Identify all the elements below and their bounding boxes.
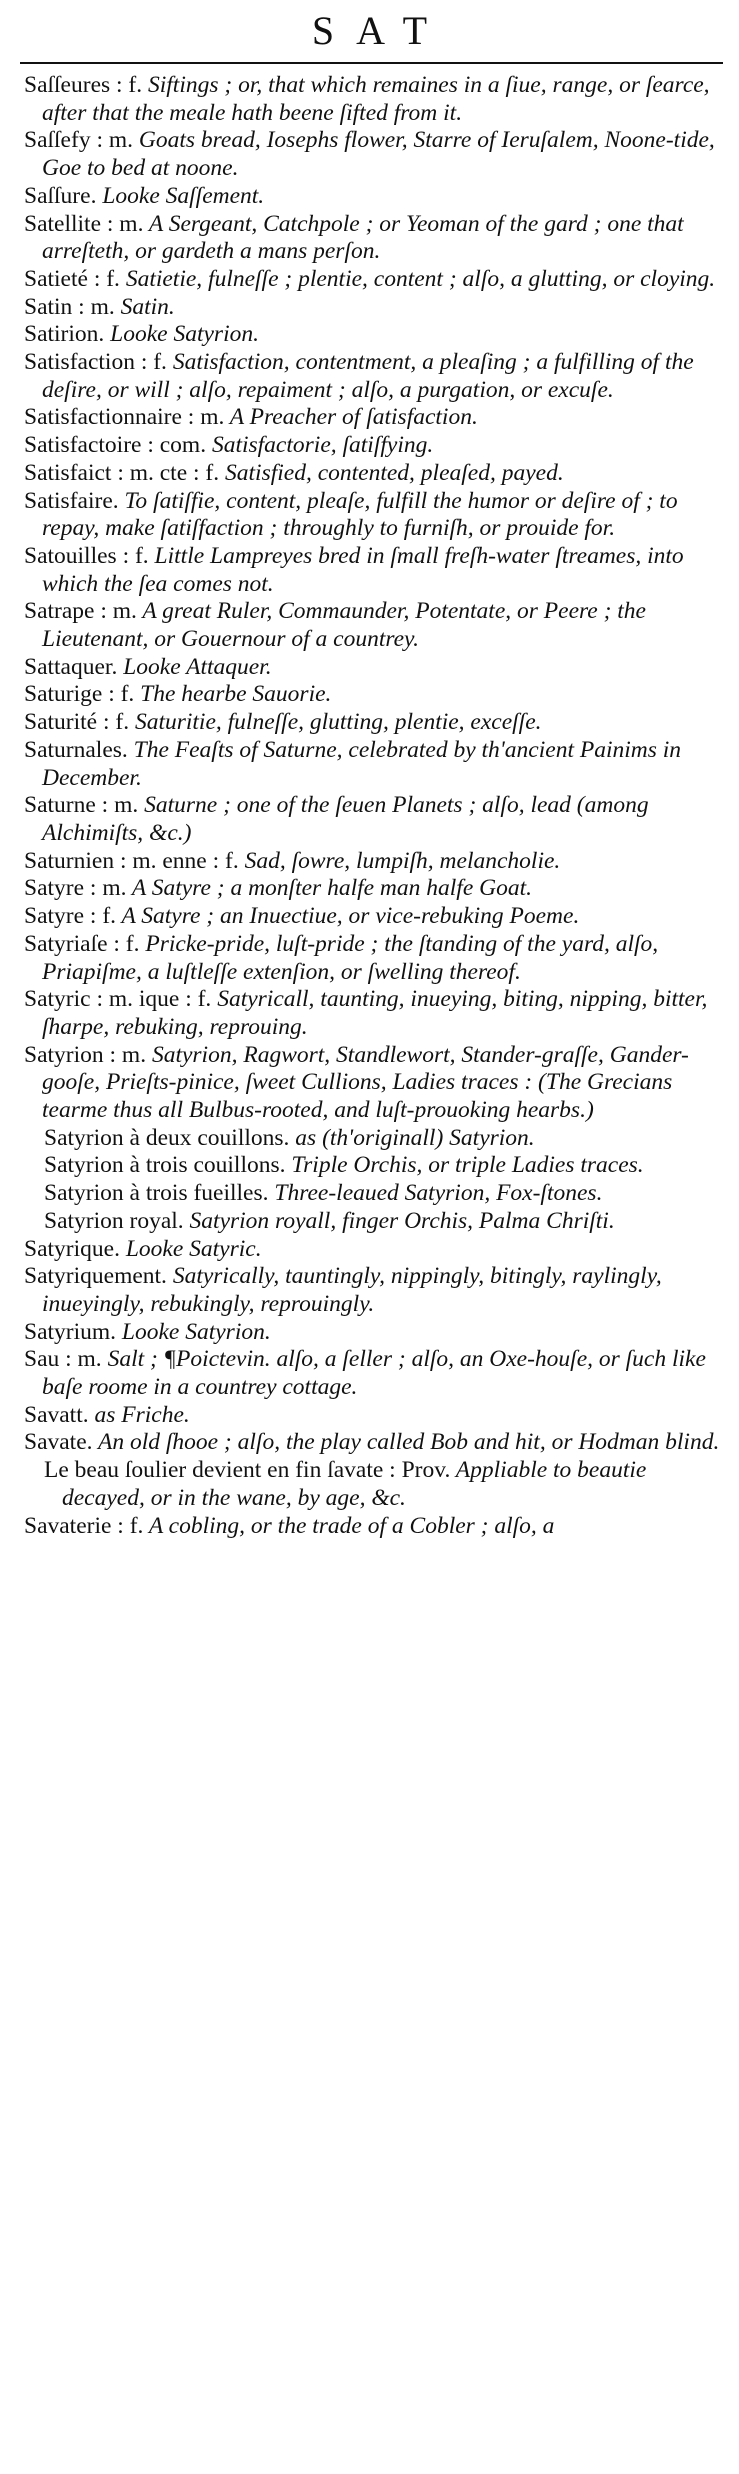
- entry-definition: Triple Orchis, or triple Ladies traces.: [285, 1152, 644, 1179]
- dictionary-entry: [24, 321, 723, 349]
- entry-definition: Siftings ; or, that which remaines in a ſiue, range, or ſearce, after that the meale hath beene ſifted from it.: [42, 72, 710, 126]
- entry-definition: Satyrion royall, finger Orchis, Palma Chriſti.: [183, 1207, 615, 1234]
- entry-headword: Saturne : m.: [24, 792, 139, 819]
- header-rule: [20, 62, 723, 64]
- entry-headword: Satyrion à deux couillons.: [44, 1124, 290, 1151]
- entry-definition: as (th'originall) Satyrion.: [289, 1124, 535, 1151]
- entry-definition: Satisfied, contented, pleaſed, payed.: [219, 459, 564, 486]
- entry-headword: Satisfaction : f.: [24, 349, 167, 376]
- entry-definition: Satyrion, Ragwort, Standlewort, Stander-graſſe, Gander-gooſe, Prieſts-pinice, ſweet Cullions, Ladies traces : (The Grecians tearme thus all Bulbus-rooted, and luſt-prouoking hearbs.): [42, 1041, 689, 1124]
- entry-headword: Satyriaſe : f.: [24, 930, 140, 957]
- entry-headword: Satyrion à trois fueilles.: [44, 1180, 269, 1207]
- entry-headword: Saſſefy : m.: [24, 127, 133, 154]
- entry-headword: Satyrique.: [24, 1235, 120, 1262]
- entry-headword: Satyrium.: [24, 1318, 117, 1345]
- entry-definition: Goats bread, Iosephs flower, Starre of Ieruſalem, Noone-tide, Goe to bed at noone.: [42, 127, 715, 182]
- entry-headword: Saturité : f.: [24, 709, 130, 736]
- entry-definition: Little Lampreyes bred in ſmall freſh-water ſtreames, into which the ſea comes not.: [42, 542, 684, 597]
- entry-definition: Saturne ; one of the ſeuen Planets ; alſo, lead (among Alchimiſts, &c.): [42, 792, 649, 846]
- entry-headword: Savaterie : f.: [24, 1512, 144, 1539]
- entry-headword: Satouilles : f.: [24, 542, 149, 569]
- entry-definition: A Sergeant, Catchpole ; or Yeoman of the gard ; one that arreſteth, or gardeth a mans perſon.: [42, 210, 684, 265]
- entry-definition: A Satyre ; a monſter halfe man halfe Goat.: [126, 875, 533, 902]
- dictionary-entry: [24, 294, 723, 322]
- dictionary-entry: [24, 460, 723, 488]
- entry-definition: The hearbe Sauorie.: [134, 681, 332, 708]
- entry-definition: Looke Satyrion.: [116, 1318, 271, 1345]
- dictionary-entry: [24, 1042, 723, 1125]
- page-header: SAT: [311, 8, 450, 53]
- entry-definition: The Feaſts of Saturne, celebrated by th'ancient Painims in December.: [42, 736, 682, 791]
- entry-headword: Sattaquer.: [24, 653, 118, 680]
- entry-headword: Saturnales.: [24, 736, 128, 763]
- entry-definition: Satisfaction, contentment, a pleaſing ; a fulfilling of the deſire, or will ; alſo, repaiment ; alſo, a purgation, or excuſe.: [42, 349, 694, 403]
- entry-headword: Saſſure.: [24, 182, 97, 209]
- entry-headword: Satyre : m.: [24, 875, 127, 902]
- entry-definition: Appliable to beautie decayed, or in the wane, by age, &c.: [62, 1457, 647, 1511]
- entry-headword: Satisfaire.: [24, 487, 119, 514]
- entry-definition: To ſatiſfie, content, pleaſe, fulfill the humor or deſire of ; to repay, make ſatiſfaction ; throughly to furniſh, or prouide for.: [42, 487, 678, 542]
- dictionary-entry: [24, 1152, 723, 1180]
- dictionary-entry: [24, 183, 723, 211]
- entry-headword: Satyre : f.: [24, 903, 117, 930]
- dictionary-entry: [24, 1429, 723, 1457]
- dictionary-entry: [24, 986, 723, 1041]
- entry-headword: Satyrion : m.: [24, 1041, 147, 1068]
- entry-headword: Savate.: [24, 1429, 93, 1456]
- entry-headword: Saſſeures : f.: [24, 72, 143, 98]
- entry-definition: Satietie, fulneſſe ; plentie, content ; alſo, a glutting, or cloying.: [119, 265, 716, 292]
- entry-headword: Le beau ſoulier devient en fin ſavate : Prov.: [44, 1457, 451, 1484]
- dictionary-entry: [24, 488, 723, 543]
- dictionary-entry: [24, 349, 723, 404]
- entry-definition: Satyricall, taunting, inueying, biting, nipping, bitter, ſharpe, rebuking, reprouing.: [42, 986, 708, 1040]
- dictionary-entry: [24, 1180, 723, 1208]
- dictionary-entry: [24, 432, 723, 460]
- entry-headword: Saturige : f.: [24, 681, 135, 708]
- dictionary-entry: [24, 681, 723, 709]
- dictionary-entry: [24, 1402, 723, 1430]
- entry-headword: Satirion.: [24, 321, 105, 348]
- dictionary-entry: [24, 792, 723, 847]
- dictionary-entry: [24, 72, 723, 127]
- entry-headword: Satellite : m.: [24, 210, 144, 237]
- dictionary-entry: [24, 1457, 723, 1512]
- entry-headword: Satyriquement.: [24, 1263, 167, 1290]
- dictionary-entry: [24, 1513, 723, 1541]
- entry-definition: Satyrically, tauntingly, nippingly, bitingly, raylingly, inueyingly, rebukingly, reprouingly.: [42, 1263, 662, 1317]
- dictionary-entry: [24, 709, 723, 737]
- entry-headword: Sau : m.: [24, 1346, 102, 1373]
- entry-headword: Satisfaict : m. cte : f.: [24, 459, 220, 486]
- dictionary-entry: [24, 1263, 723, 1318]
- entry-definition: Satin.: [114, 293, 175, 320]
- entry-definition: Looke Satyrion.: [104, 321, 259, 348]
- entry-definition: Saturitie, fulneſſe, glutting, plentie, exceſſe.: [129, 709, 542, 736]
- entry-definition: Three-leaued Satyrion, Fox-ſtones.: [268, 1180, 603, 1207]
- entry-definition: Looke Satyric.: [119, 1235, 262, 1262]
- dictionary-entry: [24, 211, 723, 266]
- entry-definition: Looke Attaquer.: [117, 653, 272, 680]
- dictionary-entry: [24, 1125, 723, 1153]
- entry-definition: Salt ; ¶Poictevin. alſo, a ſeller ; alſo, an Oxe-houſe, or ſuch like baſe roome in a countrey cottage.: [42, 1346, 706, 1401]
- entry-definition: Sad, ſowre, lumpiſh, melancholie.: [238, 847, 561, 874]
- entry-headword: Satrape : m.: [24, 598, 137, 625]
- entry-definition: A Preacher of ſatisfaction.: [224, 404, 478, 431]
- entry-headword: Satyrion royal.: [44, 1207, 184, 1234]
- dictionary-entry: [24, 266, 723, 294]
- dictionary-entry: [24, 654, 723, 682]
- entry-headword: Satisfactoire : com.: [24, 432, 207, 459]
- entry-headword: Saturnien : m. enne : f.: [24, 847, 239, 874]
- dictionary-entry: [24, 1319, 723, 1347]
- dictionary-entry: [24, 903, 723, 931]
- dictionary-entry: [24, 875, 723, 903]
- dictionary-entry: [24, 931, 723, 986]
- entry-definition: An old ſhooe ; alſo, the play called Bob and hit, or Hodman blind.: [92, 1429, 720, 1456]
- entry-definition: Satisfactorie, ſatiſfying.: [206, 432, 434, 459]
- entry-headword: Satin : m.: [24, 293, 115, 320]
- dictionary-entry: [24, 127, 723, 182]
- entry-headword: Satyrion à trois couillons.: [44, 1152, 286, 1179]
- entry-definition: Looke Saſſement.: [96, 182, 265, 209]
- entry-headword: Satyric : m. ique : f.: [24, 986, 212, 1013]
- dictionary-entry: [24, 848, 723, 876]
- entry-list: [24, 72, 723, 1540]
- entry-definition: A great Ruler, Commaunder, Potentate, or Peere ; the Lieutenant, or Gouernour of a countrey.: [42, 598, 646, 653]
- entry-headword: Satisfactionnaire : m.: [24, 404, 225, 431]
- dictionary-entry: [24, 737, 723, 792]
- dictionary-entry: [24, 404, 723, 432]
- dictionary-entry: [24, 543, 723, 598]
- entry-definition: as Friche.: [88, 1401, 190, 1428]
- dictionary-entry: [24, 1208, 723, 1236]
- dictionary-entry: [24, 598, 723, 653]
- dictionary-entry: [24, 1346, 723, 1401]
- entry-headword: Satieté : f.: [24, 265, 120, 292]
- entry-definition: A Satyre ; an Inuectiue, or vice-rebuking Poeme.: [116, 903, 580, 930]
- dictionary-entry: [24, 1236, 723, 1264]
- entry-headword: Savatt.: [24, 1401, 89, 1428]
- entry-definition: Pricke-pride, luſt-pride ; the ſtanding of the yard, alſo, Priapiſme, a luſtleſſe extenſion, or ſwelling thereof.: [42, 930, 659, 985]
- entry-definition: A cobling, or the trade of a Cobler ; alſo, a: [143, 1512, 555, 1539]
